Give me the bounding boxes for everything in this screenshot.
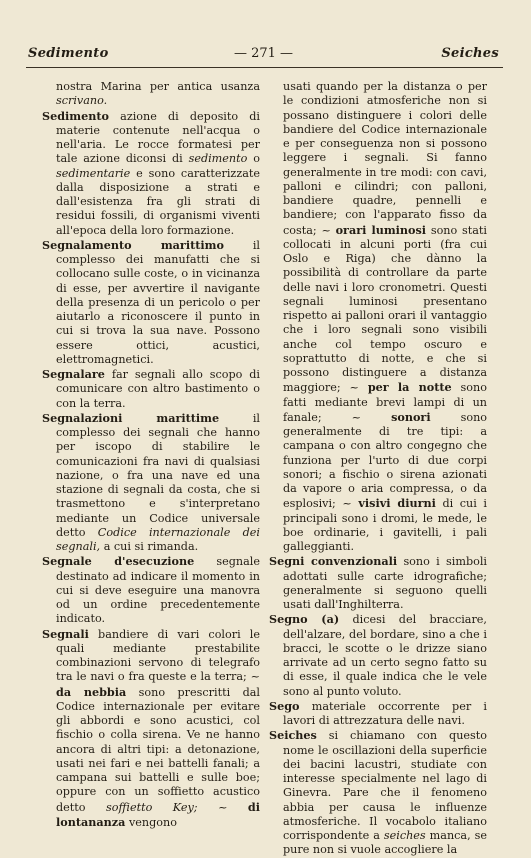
entry-segnale-d-esecuzione: Segnale d'esecuzione segnale destinato ad indicare il momento in cui si deve eseguire una manovra od un ordine precedentemente indicato. [42,554,260,626]
tilde-mark: ~ [321,223,331,237]
entry-continuation: usati quando per la distanza o per le condizioni atmosferiche non si possano distinguere i colori delle bandiere del Codice internazionale e per conseguenza non si possono leggere i segnali. Si fanno generalmente in tre modi: con cavi, palloni e cilindri; con palloni, bandiere quadre, pennelli e bandiere; con l'apparato fisso da costa; ~ orari luminosi sono stati collocati in alcuni porti (fra cui Oslo e Riga) che dànno la possibilità di controllare da parte delle navi i loro cronometri. Questi segnali luminosi presentano rispetto ai palloni orari il vantaggio che i loro segnali sono visibili anche col tempo oscuro e soprattutto di notte, e che si possono distinguere a distanza maggiore; ~ per la notte sono fatti mediante brevi lampi di un fanale; ~ sonori sono generalmente di tre tipi: a campana o con altro congegno che funziona per l'urto di due corpi sonori; a fischio o sirena azionati da vapore o aria compressa, o da esplosivi; ~ visivi diurni di cui i principali sono i dromi, le mede, le boe ordinarie, i gavitelli, i pali galleggianti. [283,80,488,553]
entry-seiches: Seiches si chiamano con questo nome le oscillazioni della superficie dei bacini lacustri, studiate con interesse specialmente nel lago di Ginevra. Pare che il fenomeno abbia per causa le influenze atmosferiche. Il vocabolo italiano corrispondente a seiches manca, se pure non si vuole accogliere la [269,728,488,857]
headword: Segni convenzionali [269,554,398,569]
header-rule [26,67,503,68]
entry-continuation: nostra Marina per antica usanza scrivano. [56,80,260,108]
tilde-mark: ~ [351,410,362,424]
headword: Sego [269,698,300,713]
page-number: — 271 — [233,46,294,61]
right-column [269,80,487,858]
entry-sedimento: Sedimento azione di deposito di materie contenute nell'acqua o nell'aria. Le rocce formatesi per tale azione diconsi di sedimento o sedimentarie e sono caratterizzate dalla disposizione a strati e dall'esistenza fra gli strati di residui fossili, di organismi viventi all'epoca della loro formazione. [42,108,261,237]
running-header [28,46,499,64]
entry-segnali: Segnali bandiere di vari colori le quali mediante prestabilite combinazioni servono di telegrafo tra le navi o fra queste e la terra; ~ da nebbia sono prescritti dal Codice internazionale per evitare gli abbordi e sono acustici, col fischio o colla sirena. Ve ne hanno ancora di altri tipi: a detonazione, usati nei fari e nei battelli fanali; a campana sui battelli e sulle boe; oppure con un soffietto acustico detto soffietto Key; ~ di lontananza vengono [42,626,260,829]
header-last-word: Seiches [441,46,499,61]
headword: Sedimento [42,108,109,123]
entry-segnalamento-marittimo: Segnalamento marittimo il complesso dei manufatti che si collocano sulle coste, o in vicinanza di esse, per avvertire il navigante della presenza di un pericolo o per aiutarlo a riconoscere il punto in cui si trova la sua nave. Possono essere ottici, acustici, elettromagnetici. [42,237,260,366]
tilde-mark: ~ [342,497,352,511]
headword: Seiches [269,728,317,743]
entry-sego: Sego materiale occorrente per i lavori di attrezzatura delle navi. [269,698,487,727]
headword: Segnali [42,626,89,641]
header-first-word: Sedimento [28,46,109,61]
tilde-mark: ~ [250,670,260,684]
entry-segno-a: Segno (a) dicesi del bracciare, dell'alzare, del bordare, sino a che i bracci, le scotte o le drizze siano arrivate ad un certo segno fatto su di esse, il quale indica che le vele sono al punto voluto. [269,612,487,698]
headword: Segnalamento marittimo [42,237,224,252]
headword: Segno (a) [269,612,340,627]
entry-segni-convenzionali: Segni convenzionali sono i simboli adottati sulle carte idrografiche; generalmente si seguono quelli usati dall'Inghilterra. [269,554,487,611]
tilde-mark: ~ [218,800,228,814]
tilde-mark: ~ [349,381,359,395]
headword: Segnale d'esecuzione [42,554,195,569]
headword: Segnalazioni marittime [42,410,220,425]
entry-segnalazioni-marittime: Segnalazioni marittime il complesso dei segnali che hanno per iscopo di stabilire le comunicazioni fra navi di qualsiasi nazione, o fra una nave ed una stazione di segnali da costa, che si trasmettono e s'interpretano mediante un Codice universale detto Codice internazionale dei segnali, a cui si rimanda. [42,410,260,553]
entry-segnalare: Segnalare far segnali allo scopo di comunicare con altro bastimento o con la terra. [42,367,260,410]
headword: Segnalare [42,367,105,381]
left-column [42,80,260,830]
